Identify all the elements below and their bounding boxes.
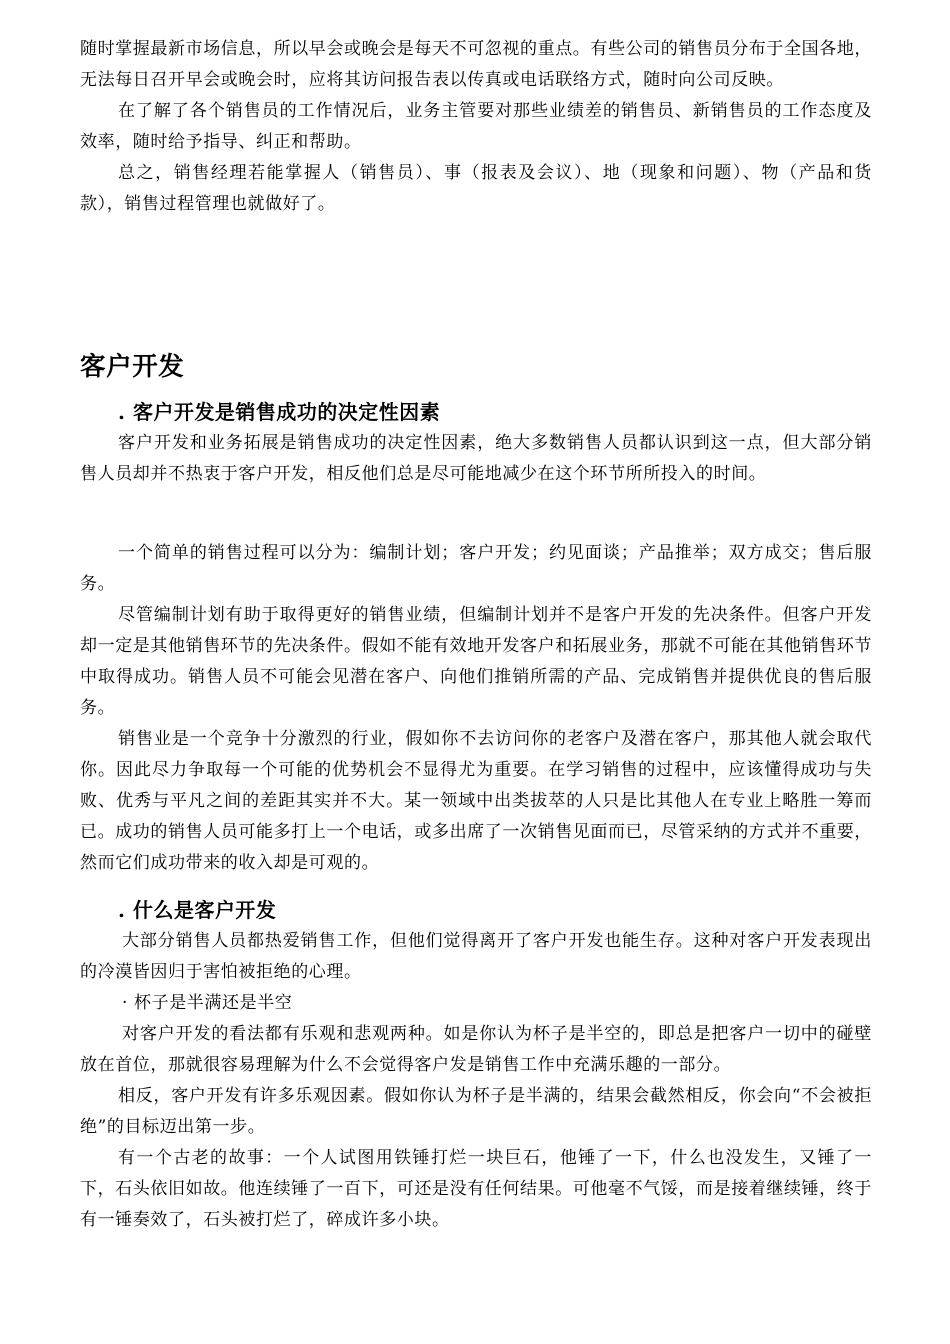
subsection-title-2: . 什么是客户开发 — [118, 898, 277, 922]
sub1-paragraph-1: 客户开发和业务拓展是销售成功的决定性因素，绝大多数销售人员都认识到这一点，但大部分销售人员却并不热衷于客户开发，相反他们总是尽可能地减少在这个环节所所投入的时间。 — [80, 433, 872, 484]
paragraph-1: 随时掌握最新市场信息，所以早会或晚会是每天不可忽视的重点。有些公司的销售员分布于全国各地，无法每日召开早会或晚会时，应将其访问报告表以传真或电话联络方式，随时向公司反映。 — [80, 39, 872, 90]
sub2-paragraph-2: 对客户开发的看法都有乐观和悲观两种。如是你认为杯子是半空的，即总是把客户一切中的碰壁放在首位，那就很容易理解为什么不会觉得客户发是销售工作中充满乐趣的一部分。 — [80, 1024, 872, 1075]
spacer — [80, 879, 872, 895]
paragraph-3: 总之，销售经理若能掌握人（销售员）、事（报表及会议）、地（现象和问题）、物（产品和货款），销售过程管理也就做好了。 — [80, 163, 872, 214]
bullet-item: · 杯子是半满还是半空 — [122, 993, 293, 1013]
spacer — [80, 383, 872, 397]
sub1-paragraph-4: 销售业是一个竞争十分激烈的行业，假如你不去访问你的老客户及潜在客户，那其他人就会取代你。因此尽力争取每一个可能的优势机会不显得尤为重要。在学习销售的过程中，应该懂得成功与失败、优秀与平凡之间的差距其实并不大。某一领域中出类拔萃的人只是比其他人在专业上略胜一筹而已。成功的销售人员可能多打上一个电话，或多出席了一次销售见面而已，尽管采纳的方式并不重要，然而它们成功带来的收入却是可观的。 — [80, 729, 872, 873]
sub1-paragraph-3: 尽管编制计划有助于取得更好的销售业绩，但编制计划并不是客户开发的先决条件。但客户开发却一定是其他销售环节的先决条件。假如不能有效地开发客户和拓展业务，那就不可能在其他销售环节中取得成功。销售人员不可能会见潜在客户、向他们推销所需的产品、完成销售并提供优良的售后服务。 — [80, 605, 872, 718]
sub2-paragraph-4: 有一个古老的故事：一个人试图用铁锤打烂一块巨石，他锤了一下，什么也没发生，又锤了一下，石头依旧如故。他连续锤了一百下，可还是没有任何结果。可他毫不气馁，而是接着继续锤，终于有一锤奏效了，石头被打烂了，碎成许多小块。 — [80, 1148, 872, 1230]
spacer — [80, 490, 872, 538]
sub2-paragraph-1: 大部分销售人员都热爱销售工作，但他们觉得离开了客户开发也能生存。这种对客户开发表现出的冷漠皆因归于害怕被拒绝的心理。 — [80, 931, 872, 982]
subsection-title-1: . 客户开发是销售成功的决定性因素 — [118, 400, 441, 424]
spacer — [80, 220, 872, 352]
sub2-paragraph-3: 相反，客户开发有许多乐观因素。假如你认为杯子是半满的，结果会截然相反，你会向“不会被拒绝”的目标迈出第一步。 — [80, 1086, 872, 1137]
sub1-paragraph-2: 一个简单的销售过程可以分为：编制计划；客户开发；约见面谈；产品推举；双方成交；售后服务。 — [80, 543, 872, 594]
paragraph-2: 在了解了各个销售员的工作情况后，业务主管要对那些业绩差的销售员、新销售员的工作态度及效率，随时给予指导、纠正和帮助。 — [80, 101, 872, 152]
document-page — [80, 34, 872, 1236]
section-title: 客户开发 — [80, 352, 185, 382]
